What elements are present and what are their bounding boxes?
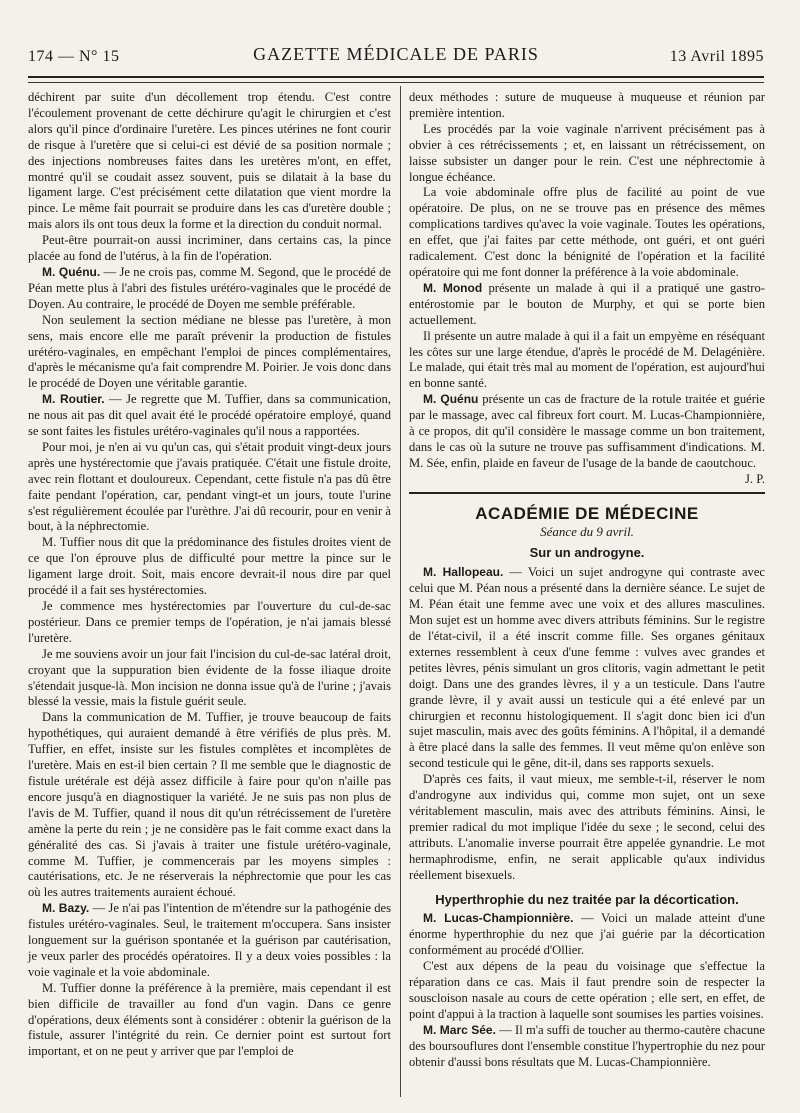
paragraph-text: Non seulement la section médiane ne blesse pas l'uretère, à mon sens, mais encore elle me paraît prévenir la production de fistules urétéro-vaginales, en empêchant l'emploi de pinces complémentaires, d'après le mécanisme qu'a fait comprendre M. Poirier. Je vois donc dans le procédé de Doyen une véritable garantie.	[28, 312, 392, 391]
paragraph	[409, 1023, 765, 1071]
paragraph-text: Je me souviens avoir un jour fait l'incision du cul-de-sac latéral droit, croyant que la suppuration bien évidente de la fosse iliaque droite s'étendait jusque-là. Mon incision ne donna issue qu'à de l'urine ; j'avais blessé la vessie, mais la fistule guérit seule.	[28, 646, 391, 709]
paragraph-text: La voie abdominale offre plus de facilité au point de vue opératoire. De plus, on ne se trouve pas en présence des mêmes complications tardives qu'avec la voie vaginale. Toutes les opérations, en effet, que j'ai faites par cette méthode, ont guéri, et ont guéri radicalement. C'est donc la bénignité de l'opération et la facilité opératoire qui me font donner la préférence à la voie abdominale.	[409, 185, 765, 279]
paragraph	[28, 599, 391, 647]
page-header	[28, 40, 764, 70]
paragraph	[28, 535, 391, 599]
paragraph-text: Dans la communication de M. Tuffier, je trouve beaucoup de faits hypothétiques, qui auraient demandé à être vérifiés de plus près. M. Tuffier, en effet, insiste sur les fistules complètes et incomplètes de l'uretère. Mais en est-il bien certain ? Il me semble que le diagnostic de fistule urétérale est déjà assez difficile à faire pour qu'on n'aille pas encore jusqu'à en diagnostiquer la variété. Je ne suis pas non plus de l'avis de M. Tuffier, quand il nous dit qu'un rétrécissement de l'uretère amène la perte du rein ; je ne considère pas le fait comme exact dans la généralité des cas. Si j'avais à traiter une fistule urétéro-vaginale, comme M. Tuffier, je commencerais par les moyens simples : cautérisations, etc. Je ne réserverais la néphrectomie que pour les cas où les autres traitements auraient échoué.	[28, 710, 391, 900]
paragraph-text: présente un cas de fracture de la rotule traitée et guérie par le massage, avec cal fibreux fort court. M. Lucas-Championnière, à ce propos, dit qu'il considère le massage comme un bon traitement, dans le cas où la suture ne trouve pas suffisamment d'indications. M. M. Sée, enfin, plaide en faveur de l'usage de la bande de caoutchouc.	[409, 392, 765, 470]
journal-title: GAZETTE MÉDICALE DE PARIS	[253, 44, 539, 64]
speaker-name: M. Monod	[423, 280, 483, 295]
paragraph	[409, 329, 765, 393]
paragraph	[409, 392, 765, 472]
topic-heading-2: Hyperthrophie du nez traitée par la décortication.	[435, 891, 739, 907]
paragraph	[28, 392, 391, 440]
paragraph	[409, 122, 765, 186]
paragraph	[28, 981, 391, 1061]
speaker-name: M. Lucas-Championnière.	[423, 911, 574, 926]
paragraph	[28, 710, 391, 901]
session-date: Séance du 9 avril.	[540, 523, 634, 539]
paragraph-text: Peut-être pourrait-on aussi incriminer, dans certains cas, la pince placée au fond de l'utérus, à la fin de l'opération.	[28, 233, 391, 264]
paragraph-text: Il présente un autre malade à qui il a fait un empyème en réséquant les côtes sur une large étendue, d'après le procédé de M. Delagénière. Le malade, qui était très mal au moment de l'opération, est aujourd'hui en bonne santé.	[409, 328, 765, 391]
paragraph	[409, 185, 765, 280]
speaker-name: M. Routier.	[42, 392, 105, 407]
paragraph-text: — Je ne crois pas, comme M. Segond, que le procédé de Péan mette plus à l'abri des fistules urétéro-vaginales que le procédé de Doyen. Au contraire, le procédé de Doyen me semble préférable.	[28, 264, 391, 311]
paragraph-text: — Voici un malade atteint d'une énorme hyperthrophie du nez que j'ai guérie par la décortication conformément au procédé d'Ollier.	[409, 911, 765, 958]
paragraph	[409, 911, 765, 959]
paragraph-text: C'est aux dépens de la peau du voisinage que s'effectue la réparation dans ce cas. Mais il faut prendre soin de respecter la souscloison nasale au cours de cette opération ; elle sert, en effet, de point d'appui à la traction à laquelle sont soumises les parties voisines.	[409, 959, 765, 1021]
speaker-name: M. Bazy.	[42, 901, 90, 916]
speaker-name: M. Quénu.	[42, 264, 101, 279]
paragraph-text: Les procédés par la voie vaginale n'arrivent précisément pas à obvier à ces rétrécissements ; et, en laissant un rétrécissement, on laisse subsister un danger pour le rein. C'est une néphrectomie à longue échéance.	[409, 121, 765, 184]
topic-heading: Sur un androgyne.	[529, 545, 645, 561]
section-title: ACADÉMIE DE MÉDECINE	[409, 492, 765, 522]
speaker-name: M. Hallopeau.	[423, 565, 504, 580]
paragraph-text: présente un malade à qui il a pratiqué une gastro-entérostomie par le bouton de Murphy, et qui se porte bien actuellement.	[409, 280, 765, 327]
paragraph	[409, 565, 765, 772]
left-column	[28, 90, 391, 1060]
paragraph	[28, 313, 391, 393]
column-divider	[400, 86, 401, 1097]
paragraph	[409, 772, 765, 883]
paragraph-text: déchirent par suite d'un décollement trop étendu. C'est contre l'écoulement provenant de cette déchirure qu'agit le chirurgien et c'est alors qu'il pince d'ordinaire l'uretère. Les pinces utérines ne font courir de risque à l'uretère que si celui-ci est dévié de sa position normale ; des injections nombreuses faites dans les uretères m'ont, en effet, montré qu'il se coudait assez souvent, puis se dilatait à la base du ligament large. C'est précisément cette dilatation que vient mordre la pince. Le même fait pourrait se produire dans les cas d'uretère double ; mais alors ils ont tous deux la forme et la direction du conduit normal.	[28, 90, 391, 232]
paragraph-text: — Je regrette que M. Tuffier, dans sa communication, ne nous ait pas dit quel avait été le procédé opératoire employé, quand se sont faites les fistules urétéro-vaginales qu'il nous a rapportées.	[28, 392, 392, 439]
paragraph	[409, 90, 765, 122]
paragraph	[28, 265, 391, 313]
paragraph-text: M. Tuffier donne la préférence à la première, mais cependant il est bien difficile de travailler au fond d'un vagin. Dans ce genre d'opérations, deux éléments sont à considérer : obtenir la guérison de la fistule, assurer l'intégrité du rein. Ce dernier point est surtout fort important, et on ne peut y arriver que par l'emploi de	[28, 980, 391, 1059]
paragraph	[409, 281, 765, 329]
page-number: 174 — N° 15	[28, 48, 120, 65]
paragraph	[28, 440, 391, 535]
signature: J. P.	[745, 471, 765, 486]
paragraph	[28, 647, 391, 711]
paragraph	[28, 901, 391, 981]
paragraph-text: — Je n'ai pas l'intention de m'étendre sur la pathogénie des fistules urétéro-vaginales. Seul, le traitement m'occupera. Sans insister longuement sur la guérison spontanée et la guérison par cautérisation, je veux parler des procédés opératoires. Il y a deux voies possibles : la voie vaginale et la voie abdominale.	[28, 901, 391, 979]
header-rule	[28, 76, 764, 78]
speaker-name: M. Quénu	[423, 392, 479, 407]
paragraph-text: Je commence mes hystérectomies par l'ouverture du cul-de-sac postérieur. Dans ce premier temps de l'opération, je n'ai jamais blessé l'uretère.	[28, 599, 391, 645]
paragraph-text: — Voici un sujet androgyne qui contraste avec celui que M. Péan nous a présenté dans la dernière séance. Le sujet de M. Péan était une femme avec une voix et des allures masculines. Mon sujet est un homme avec divers attributs féminins. Sur le registre de l'état-civil, il a été inscrit comme fille. Ses organes génitaux externes ressemblent à ceux d'une femme : vulves avec grandes et petites lèvres, pénis simulant un gros clitoris, vagin admettant le petit doigt. Dans une des grandes lèvres, il y a un testicule. Dans l'autre grande lèvre, il y avait aussi un testicule qui a été enlevé par un chirurgien et reconnu histologiquement. Il s'agit donc bien ici d'un sujet masculin, mais avec des goûts féminins. A l'hôpital, il a demandé à être placé dans la salle des femmes. Il veut même qu'on enlève son second testicule qui le gêne, dit-il, dans ses rapports sexuels.	[409, 565, 766, 771]
paragraph-text: Pour moi, je n'en ai vu qu'un cas, qui s'était produit vingt-deux jours après une hystérectomie que j'avais pratiquée. C'était une fistule droite, avec rein flottant et douloureux. Cependant, cette fistule n'a pas dû être faite pendant l'opération, car, pendant vingt-et un jours, toute l'urine s'est régulièrement écoulée par l'urèthre. J'ai dû recourir, pour en venir à bout, à la néphrectomie.	[28, 439, 391, 534]
header-rule-thin	[28, 82, 764, 83]
paragraph-text: — Il m'a suffi de toucher au thermo-cautère chacune des boursouflures dont l'ensemble constitue l'hypertrophie du nez pour obtenir d'aussi bons résultats que M. Lucas-Championnière.	[409, 1022, 766, 1069]
paragraph-text: deux méthodes : suture de muqueuse à muqueuse et réunion par première intention.	[409, 90, 765, 120]
issue-date: 13 Avril 1895	[669, 48, 764, 65]
right-column	[409, 90, 765, 1070]
paragraph-text: M. Tuffier nous dit que la prédominance des fistules droites vient de ce que l'on éprouve plus de difficulté pour mettre la pince sur le ligament large droit. Soit, mais encore devrait-il nous dire par quel procédé il a fait ses hystérectomies.	[28, 535, 391, 598]
paragraph	[28, 90, 391, 233]
paragraph	[409, 959, 765, 1023]
speaker-name: M. Marc Sée.	[423, 1022, 496, 1037]
paragraph-text: D'après ces faits, il vaut mieux, me semble-t-il, réserver le nom d'androgyne aux individus qui, comme mon sujet, ont un sexe véritablement masculin, mais avec des attributs féminins. Ainsi, le premier radical du mot implique l'idée du sexe ; le second, celui des attributs. L'anomalie inverse pourrait être appelée gynandrie. Le mot hermaphrodisme, enfin, ne serait applicable qu'aux individus réellement bisexuels.	[409, 772, 765, 882]
paragraph	[28, 233, 391, 265]
